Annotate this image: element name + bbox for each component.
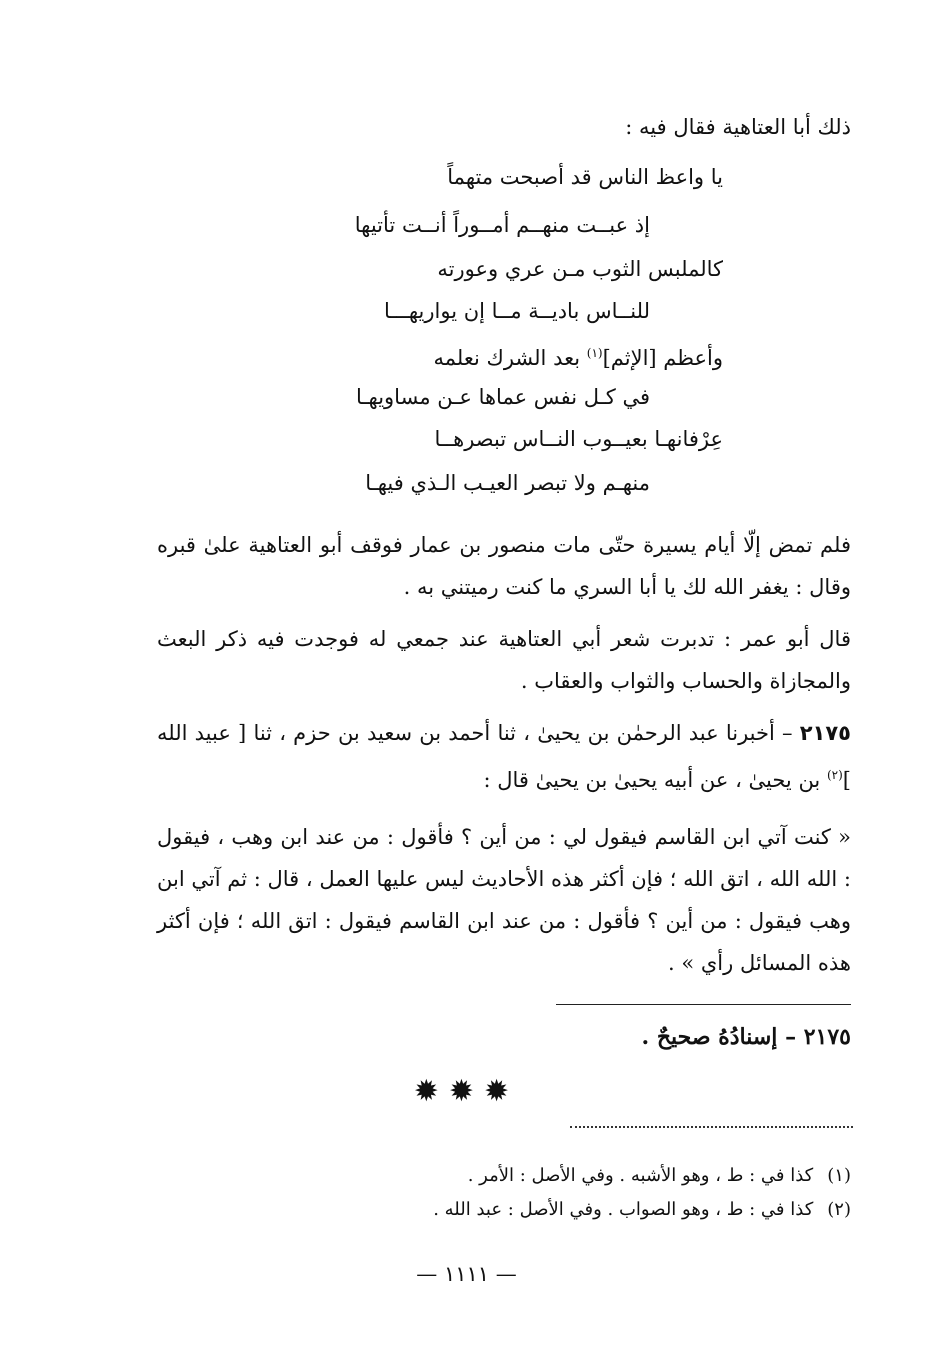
footnote-ref: (٢) bbox=[826, 768, 843, 782]
footnote-number: (٢) bbox=[827, 1199, 851, 1220]
verse-line: للنــاس باديــة مــا إن يواريهـــا bbox=[384, 299, 650, 323]
page-number: — ١١١١ — bbox=[416, 1262, 517, 1286]
isnad-text: بن يحيىٰ ، عن أبيه يحيىٰ بن يحيىٰ قال : bbox=[483, 768, 821, 792]
verse-line-with-note bbox=[434, 338, 723, 373]
hadith-isnad-paragraph bbox=[157, 712, 851, 801]
intro-line: ذلك أبا العتاهية فقال فيه : bbox=[625, 115, 851, 139]
isnad-text: – أخبرنا عبد الرحمٰن بن يحيىٰ ، ثنا أحمد بن سعيد بن حزم ، ثنا [ عبيد الله ] bbox=[157, 721, 851, 792]
footnote-separator bbox=[570, 1126, 853, 1128]
verse-line: في كـل نفس عماها عـن مساويهـا bbox=[355, 385, 650, 409]
hadith-number: ٢١٧٥ bbox=[799, 721, 851, 745]
verse-line: إذ عبــت منهــم أمــوراً أنــت تأتيها bbox=[354, 213, 650, 237]
footnote-ref: (١) bbox=[586, 346, 603, 360]
paragraph: قال أبو عمر : تدبرت شعر أبي العتاهية عند جمعي له فوجدت فيه ذكر البعث والمجازاة والحساب والثواب والعقاب . bbox=[157, 627, 851, 693]
verse-line: منهـم ولا تبصر العيـب الـذي فيهـا bbox=[365, 471, 650, 495]
paragraph: فلم تمض إلّا أيام يسيرة حتّى مات منصور بن عمار فوقف أبو العتاهية علىٰ قبره وقال : يغفر الله لك يا أبا السري ما كنت رميتني به . bbox=[157, 533, 851, 599]
verse-line: يا واعظ الناس قد أصبحت متهماً bbox=[447, 165, 723, 189]
footnote-text: كذا في : ط ، وهو الأشبه . وفي الأصل : الأمر . bbox=[467, 1165, 814, 1186]
footnote-text: كذا في : ط ، وهو الصواب . وفي الأصل : عبد الله . bbox=[433, 1199, 814, 1220]
verse-text: بعد الشرك نعلمه bbox=[433, 346, 581, 370]
verse-line: عِرْفانهـا بعيــوب النــاس تبصرهــا bbox=[434, 427, 723, 451]
divider-rule bbox=[556, 1004, 851, 1005]
hadith-grade: ٢١٧٥ – إسنادُهُ صحيحٌ . bbox=[641, 1024, 851, 1050]
footnote bbox=[468, 1162, 851, 1190]
footnote bbox=[433, 1196, 851, 1224]
star-ornament-icon: ✹✹✹ bbox=[413, 1074, 520, 1109]
verse-text: وأعظم [الإثم] bbox=[602, 346, 723, 370]
verse-line: كالملبس الثوب مـن عري وعورته bbox=[437, 257, 723, 281]
footnote-number: (١) bbox=[827, 1165, 851, 1186]
hadith-text-paragraph: « كنت آتي ابن القاسم فيقول لي : من أين ؟ فأقول : من عند ابن وهب ، فيقول : الله الله ، اتق الله ؛ فإن أكثر هذه الأحاديث ليس عليها العمل ، قال : ثم آتي ابن وهب فيقول : من أين ؟ فأقول : من عند ابن القاسم فيقول : اتق الله ؛ فإن أكثر هذه المسائل رأي » . bbox=[157, 825, 851, 975]
